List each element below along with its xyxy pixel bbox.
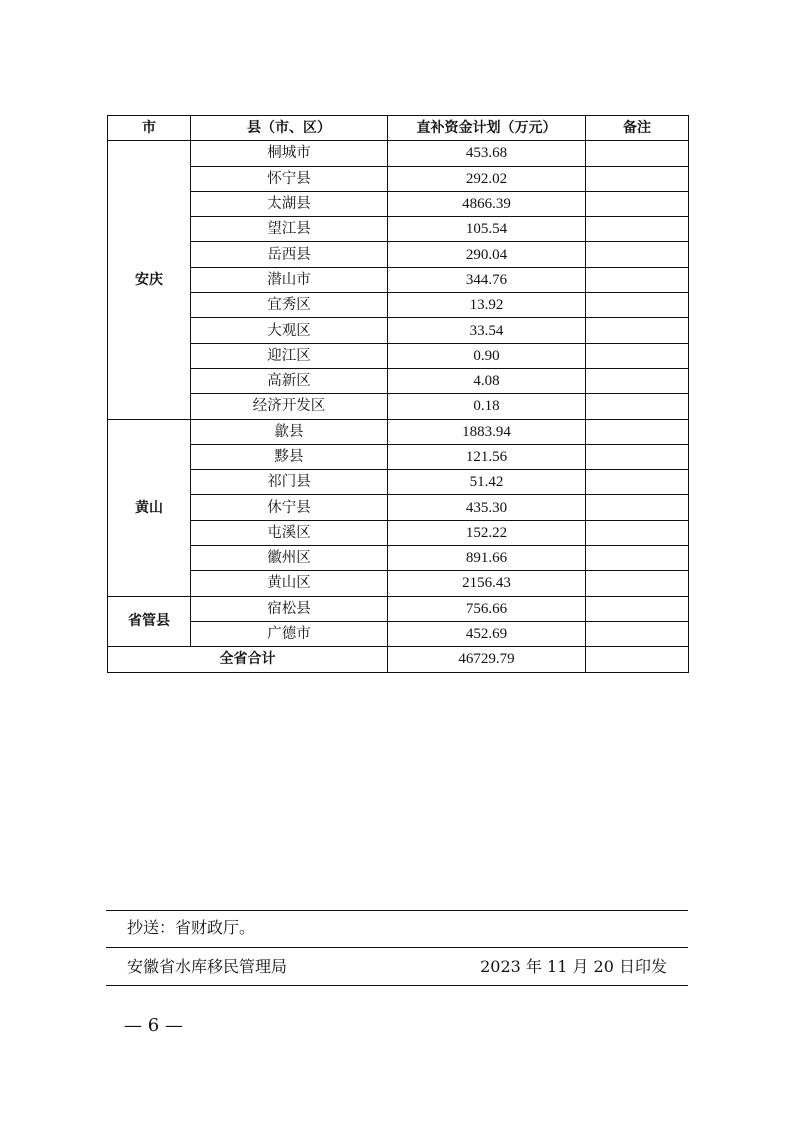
remark-cell [586,318,689,343]
city-cell: 省管县 [108,596,191,647]
county-cell: 太湖县 [191,191,388,216]
table-row [108,293,689,318]
table-row [108,242,689,267]
table-row [108,495,689,520]
amount-cell: 452.69 [388,621,586,646]
amount-cell: 891.66 [388,546,586,571]
county-cell: 岳西县 [191,242,388,267]
county-cell: 高新区 [191,368,388,393]
cc-line: 抄送：省财政厅。 [127,918,256,937]
table-row [108,368,689,393]
county-cell: 宿松县 [191,596,388,621]
county-cell: 黟县 [191,444,388,469]
remark-cell [586,470,689,495]
county-cell: 怀宁县 [191,166,388,191]
table-row [108,444,689,469]
remark-cell [586,495,689,520]
header-remarks: 备注 [586,116,689,141]
city-cell: 黄山 [108,419,191,596]
county-cell: 休宁县 [191,495,388,520]
fund-allocation-table [107,115,689,673]
county-cell: 宜秀区 [191,293,388,318]
footer-bottom-rule [106,985,688,986]
table-row [108,318,689,343]
amount-cell: 4866.39 [388,191,586,216]
county-cell: 经济开发区 [191,394,388,419]
amount-cell: 756.66 [388,596,586,621]
county-cell: 大观区 [191,318,388,343]
total-row [108,647,689,672]
amount-cell: 435.30 [388,495,586,520]
remark-cell [586,419,689,444]
table-row [108,596,689,621]
header-county: 县（市、区） [191,116,388,141]
county-cell: 屯溪区 [191,520,388,545]
county-cell: 黄山区 [191,571,388,596]
county-cell: 徽州区 [191,546,388,571]
amount-cell: 121.56 [388,444,586,469]
amount-cell: 290.04 [388,242,586,267]
remark-cell [586,191,689,216]
remark-cell [586,596,689,621]
amount-cell: 453.68 [388,141,586,166]
total-amount: 46729.79 [388,647,586,672]
amount-cell: 344.76 [388,267,586,292]
amount-cell: 152.22 [388,520,586,545]
table-row [108,546,689,571]
remark-cell [586,621,689,646]
amount-cell: 51.42 [388,470,586,495]
remark-cell [586,343,689,368]
page-number: — 6 — [124,1015,183,1036]
county-cell: 广德市 [191,621,388,646]
remark-cell [586,141,689,166]
remark-cell [586,394,689,419]
footer-top-rule [106,910,688,911]
amount-cell: 1883.94 [388,419,586,444]
remark-cell [586,242,689,267]
remark-cell [586,368,689,393]
header-fund-plan: 直补资金计划（万元） [388,116,586,141]
county-cell: 歙县 [191,419,388,444]
table-header-row [108,116,689,141]
table-row [108,191,689,216]
total-remark [586,647,689,672]
table-row [108,470,689,495]
table-row [108,520,689,545]
city-cell: 安庆 [108,141,191,419]
remark-cell [586,267,689,292]
amount-cell: 13.92 [388,293,586,318]
table-row [108,571,689,596]
table-row [108,621,689,646]
amount-cell: 2156.43 [388,571,586,596]
table-row [108,267,689,292]
table-row [108,141,689,166]
table-body [108,141,689,647]
issue-date: 2023 年 11 月 20 日印发 [480,957,667,976]
county-cell: 望江县 [191,217,388,242]
county-cell: 迎江区 [191,343,388,368]
header-city: 市 [108,116,191,141]
remark-cell [586,217,689,242]
remark-cell [586,520,689,545]
amount-cell: 33.54 [388,318,586,343]
amount-cell: 0.18 [388,394,586,419]
table-row [108,419,689,444]
amount-cell: 292.02 [388,166,586,191]
remark-cell [586,444,689,469]
remark-cell [586,293,689,318]
amount-cell: 105.54 [388,217,586,242]
county-cell: 潜山市 [191,267,388,292]
remark-cell [586,166,689,191]
table-row [108,394,689,419]
footer-middle-rule [106,947,688,948]
total-label: 全省合计 [108,647,388,672]
issuing-agency: 安徽省水库移民管理局 [127,957,288,976]
table-row [108,343,689,368]
county-cell: 祁门县 [191,470,388,495]
amount-cell: 4.08 [388,368,586,393]
table-row [108,166,689,191]
remark-cell [586,546,689,571]
county-cell: 桐城市 [191,141,388,166]
remark-cell [586,571,689,596]
amount-cell: 0.90 [388,343,586,368]
table-row [108,217,689,242]
